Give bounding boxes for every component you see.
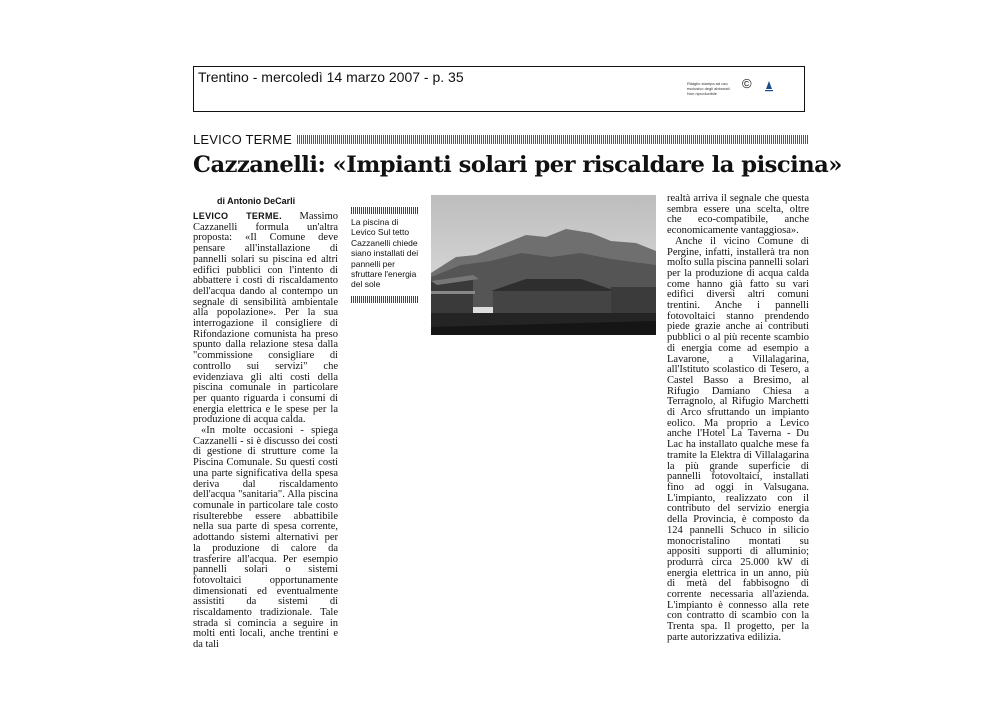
article-column-1 bbox=[193, 211, 338, 651]
section-rule bbox=[297, 135, 809, 144]
paragraph bbox=[193, 211, 338, 426]
headline: Cazzanelli: «Impianti solari per riscaldare la piscina» bbox=[193, 152, 842, 178]
article-column-3 bbox=[667, 194, 809, 644]
copyright-symbol: © bbox=[742, 76, 752, 91]
paragraph: Anche il vicino Comune di Pergine, infatti, installerà tra non molto sulla piscina pannelli solari per la produzione di acqua calda come hanno già fatto su vari edifici diversi altri comuni trentini. Anche i pannelli fotovoltaici stanno prendendo piede grazie anche ai contributi pubblici o al più recente scambio di energia come ad esempio a Lavarone, a Villalagarina, all'Istituto scolastico di Tesero, a Castel Basso a Bresimo, al Rifugio Damiano Chiesa a Terragnolo, al Rifugio Marchetti di Arco sfruttando un impianto eolico. Ma proprio a Levico anche l'Hotel La Taverna - Du Lac ha installato qualche mese fa tramite la Elektra di Villalagarina la più grande superficie di pannelli fotovoltaici, installati fino ad oggi in Valsugana. L'impianto, realizzato con il contributo del servizio energia della Provincia, è composto da 124 pannelli Schuco in silicio monocristalino montati su appositi supporti di alluminio; produrrà circa 25.000 kW di energia elettrica in un anno, più di metà del fabbisogno di corrente necessaria all'azienda. L'impianto è connesso alla rete con contratto di scambio con la Trenta spa. Il progetto, per la parte autorizzativa edilizia. bbox=[667, 235, 809, 643]
byline: di Antonio DeCarli bbox=[217, 196, 296, 206]
paragraph: realtà arriva il segnale che questa sembra essere una scelta, oltre che eco-compatibile, anche economicamente vantaggiosa». bbox=[667, 193, 809, 237]
source-line: Trentino - mercoledì 14 marzo 2007 - p. 35 bbox=[198, 69, 464, 85]
paragraph: «In molte occasioni - spiega Cazzanelli - si è discusso dei costi di gestione di strutture come la Piscina Comunale. Su questi costi una parte significativa della spesa deriva dal riscaldamento dell'acqua "sanitaria". Alla piscina comunale in particolare tale costo risulterebbe essere abbattibile nella sua parte di spesa corrente, adottando sistemi alternativi per la produzione di calore da trasferire all'acqua. Per esempio pannelli solari o sistemi fotovoltaici opportunamente dimensionati ed eventualmente assistiti da sistemi di riscaldamento tradizionale. Tale strada si comincia a seguire in molti enti locali, anche trentini e da tali bbox=[193, 425, 338, 651]
rights-note: Ritaglio stampa ad uso esclusivo degli abbonati. Non riproducibile bbox=[687, 81, 731, 96]
clipping-header bbox=[193, 66, 805, 112]
caption-rule-top bbox=[351, 207, 419, 214]
section-label: LEVICO TERME bbox=[193, 132, 296, 147]
photo-caption: La piscina di Levico Sul tetto Cazzanelli chiede siano installati dei pannelli per sfruttare l'energia del sole bbox=[351, 217, 419, 290]
lead-place: LEVICO TERME. bbox=[193, 211, 282, 221]
publisher-logo-icon bbox=[764, 80, 774, 92]
pool-photo bbox=[431, 195, 656, 335]
caption-rule-bottom bbox=[351, 296, 419, 303]
section-bar bbox=[193, 133, 809, 147]
paragraph-text: Massimo Cazzanelli formula un'altra proposta: «Il Comune deve pensare all'installazione di pannelli solari su piscina ed altri edifici pubblici con l'intento di abbattere i costi di riscaldamento dell'acqua dando al contempo un segnale di sensibilità ambientale alla popolazione». Per la sua interrogazione il consigliere di Rifondazione comunista ha preso spunto dalla relazione stesa dalla "commissione consigliare di controllo sui servizi" che evidenziava gli alti costi della piscina comunale in particolare per quanto riguarda i consumi di energia elettrica e le spese per la produzione di acqua calda. bbox=[193, 211, 339, 426]
photo-caption-box bbox=[351, 207, 419, 303]
